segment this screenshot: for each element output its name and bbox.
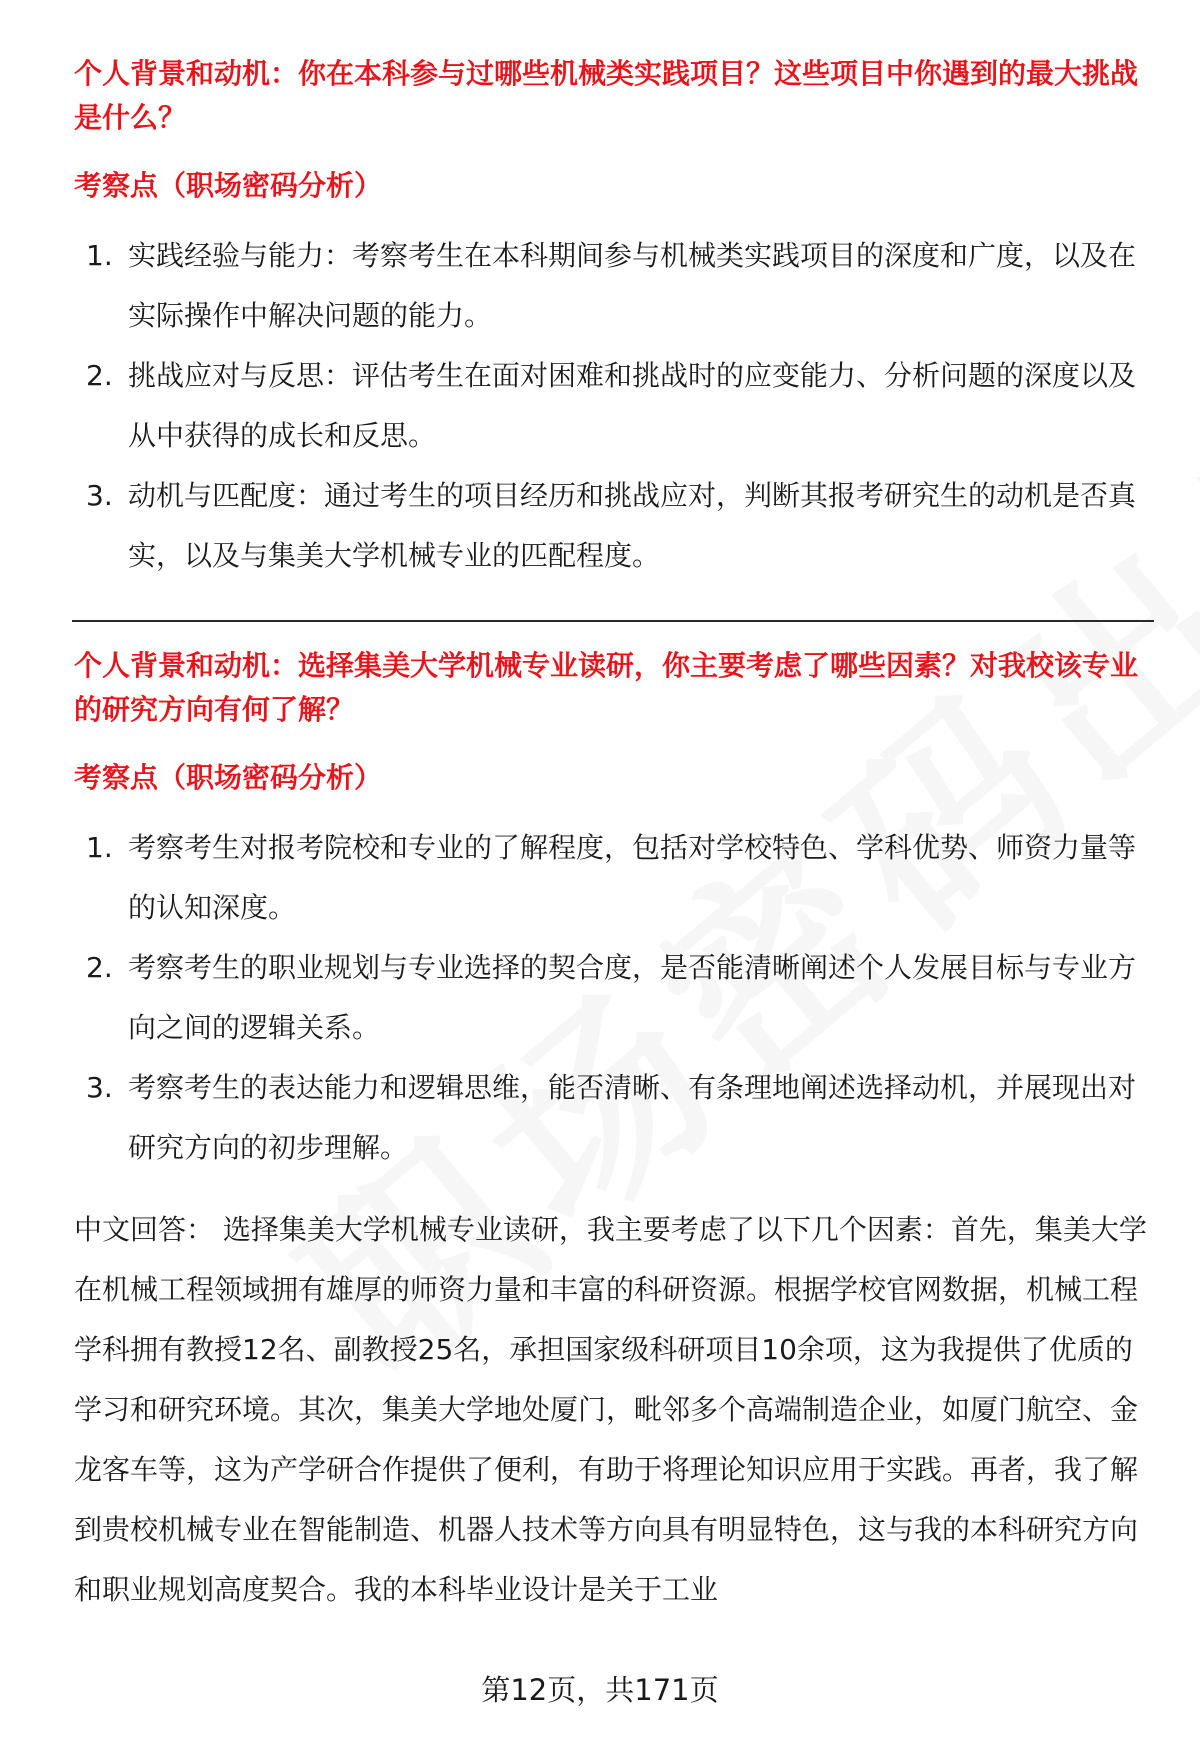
list-text: 动机与匹配度：通过考生的项目经历和挑战应对，判断其报考研究生的动机是否真实，以及与集美大学机械专业的匹配程度。 — [128, 479, 1137, 572]
analysis-subtitle: 考察点（职场密码分析） — [74, 761, 383, 794]
list-number: 1. — [86, 239, 113, 272]
list-item — [74, 1058, 1154, 1178]
list-item — [74, 818, 1154, 938]
analysis-subtitle: 考察点（职场密码分析） — [74, 169, 383, 202]
list-number: 3. — [86, 479, 113, 512]
analysis-list — [74, 818, 1154, 1178]
list-item — [74, 466, 1154, 586]
list-number: 2. — [86, 359, 113, 392]
question-section-1 — [74, 52, 1154, 586]
question-title: 个人背景和动机：选择集美大学机械专业读研，你主要考虑了哪些因素？对我校该专业的研究方向有何了解？ — [74, 649, 1139, 726]
document-page — [74, 52, 1154, 1620]
answer-paragraph: 中文回答： 选择集美大学机械专业读研，我主要考虑了以下几个因素：首先，集美大学在机械工程领域拥有雄厚的师资力量和丰富的科研资源。根据学校官网数据，机械工程学科拥有教授12名、副教授25名，承担国家级科研项目10余项，这为我提供了优质的学习和研究环境。其次，集美大学地处厦门，毗邻多个高端制造企业，如厦门航空、金龙客车等，这为产学研合作提供了便利，有助于将理论知识应用于实践。再者，我了解到贵校机械专业在智能制造、机器人技术等方向具有明显特色，这与我的本科研究方向和职业规划高度契合。我的本科毕业设计是关于工业 — [74, 1213, 1147, 1606]
list-number: 3. — [86, 1071, 113, 1104]
list-number: 2. — [86, 951, 113, 984]
analysis-list — [74, 226, 1154, 586]
list-text: 考察考生的职业规划与专业选择的契合度，是否能清晰阐述个人发展目标与专业方向之间的逻辑关系。 — [128, 951, 1137, 1044]
section-divider — [72, 620, 1154, 622]
question-title: 个人背景和动机：你在本科参与过哪些机械类实践项目？这些项目中你遇到的最大挑战是什么？ — [74, 57, 1139, 134]
list-text: 实践经验与能力：考察考生在本科期间参与机械类实践项目的深度和广度，以及在实际操作中解决问题的能力。 — [128, 239, 1137, 332]
list-number: 1. — [86, 831, 113, 864]
list-text: 考察考生的表达能力和逻辑思维，能否清晰、有条理地阐述选择动机，并展现出对研究方向的初步理解。 — [128, 1071, 1137, 1164]
list-text: 考察考生对报考院校和专业的了解程度，包括对学校特色、学科优势、师资力量等的认知深度。 — [128, 831, 1137, 924]
page-number: 第12页，共171页 — [481, 1673, 719, 1707]
list-item — [74, 226, 1154, 346]
list-item — [74, 346, 1154, 466]
question-section-2 — [74, 644, 1154, 1178]
list-item — [74, 938, 1154, 1058]
list-text: 挑战应对与反思：评估考生在面对困难和挑战时的应变能力、分析问题的深度以及从中获得的成长和反思。 — [128, 359, 1137, 452]
